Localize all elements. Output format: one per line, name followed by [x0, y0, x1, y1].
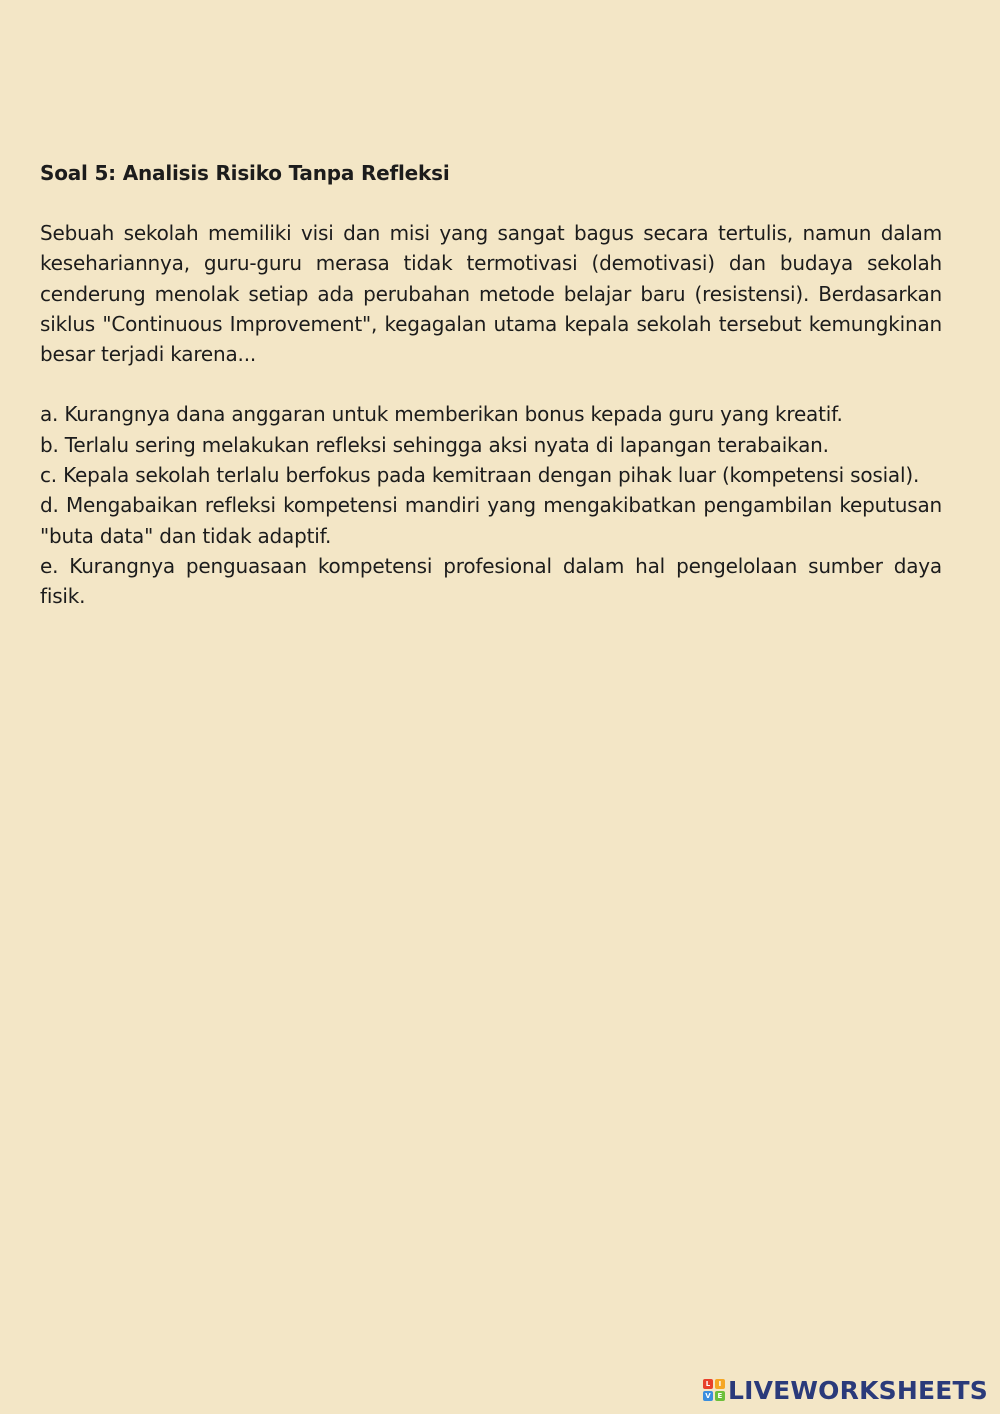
option-b: b. Terlalu sering melakukan refleksi sehingga aksi nyata di lapangan terabaikan. — [40, 432, 829, 457]
logo-tile-i: I — [715, 1379, 725, 1389]
question-title: Soal 5: Analisis Risiko Tanpa Refleksi — [40, 161, 450, 185]
option-c: c. Kepala sekolah terlalu berfokus pada kemitraan dengan pihak luar (kompetensi sosial). — [40, 463, 920, 488]
liveworksheets-logo — [703, 1376, 988, 1404]
question-text: Sebuah sekolah memiliki visi dan misi yang sangat bagus secara tertulis, namun dalam kesehariannya, guru-guru merasa tidak termotivasi (demotivasi) dan budaya sekolah cenderung menolak setiap ada perubahan metode belajar baru (resistensi). Berdasarkan siklus "Continuous Improvement", kegagalan utama kepala sekolah tersebut kemungkinan besar terjadi karena... — [40, 221, 942, 367]
option-a: a. Kurangnya dana anggaran untuk memberikan bonus kepada guru yang kreatif. — [40, 402, 843, 427]
logo-tile-e: E — [715, 1391, 725, 1401]
logo-tile-v: V — [703, 1391, 713, 1401]
answer-options — [40, 399, 942, 611]
worksheet-content — [40, 158, 942, 612]
liveworksheets-logo-icon — [703, 1379, 725, 1401]
option-d: d. Mengabaikan refleksi kompetensi mandiri yang mengakibatkan pengambilan keputusan "buta data" dan tidak adaptif. — [40, 493, 942, 548]
logo-tile-l: L — [703, 1379, 713, 1389]
option-e: e. Kurangnya penguasaan kompetensi profesional dalam hal pengelolaan sumber daya fisik. — [40, 553, 942, 609]
liveworksheets-logo-text: LIVEWORKSHEETS — [727, 1375, 988, 1405]
